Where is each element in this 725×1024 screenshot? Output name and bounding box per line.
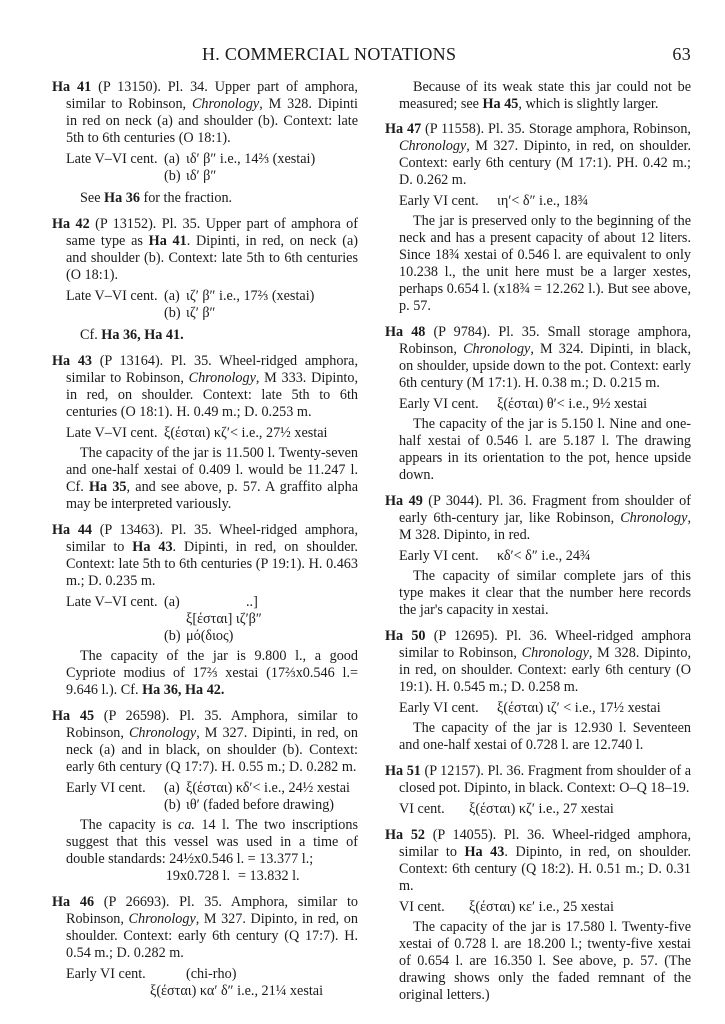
- entry-note: The capacity of the jar is 5.150 l. Nine and one-half xestai of 0.546 l. are 5.187 l. The drawing appears in its orientation to the pot, hence upside down.: [399, 416, 691, 483]
- entry-ha46: [52, 894, 358, 1000]
- entry-description: Ha 51 (P 12157). Pl. 36. Fragment from shoulder of a closed pot. Dipinto, in black. Context: O–Q 18–19.: [385, 763, 691, 796]
- left-column: [52, 79, 358, 1013]
- entry-ha49: [385, 493, 691, 619]
- entry-description: Ha 41 (P 13150). Pl. 34. Upper part of amphora, similar to Robinson, Chronology, M 328. Dipinti in red on neck (a) and shoulder (b). Context: late 5th to 6th centuries (O 18:1).: [52, 79, 358, 146]
- inscription: VI cent. ξ(έσται) κε′ i.e., 25 xestai: [399, 899, 614, 915]
- entry-note: The capacity of the jar is 12.930 l. Seventeen and one-half xestai of 0.728 l. are 12.740 l.: [399, 720, 691, 753]
- entry-ha47: [385, 121, 691, 315]
- equation-line: 19x0.728 l. = 13.832 l.: [165, 868, 300, 884]
- entry-description: Ha 48 (P 9784). Pl. 35. Small storage amphora, Robinson, Chronology, M 324. Dipinti, in black, on shoulder, upside down to the pot. Context: early 6th century (M 17:1). H. 0.38 m.; D. 0.215 m.: [385, 324, 691, 391]
- page-number: 63: [672, 44, 691, 64]
- inscription: Late V–VI cent. (a) ιζ′ β″ i.e., 17⅔ (xestai) (b) ιζ′ β″: [66, 288, 315, 321]
- entry-ha51: [385, 763, 691, 818]
- entry-ha52: [385, 827, 691, 1004]
- entry-ha48: [385, 324, 691, 484]
- entry-ha42: [52, 216, 358, 344]
- inscription: Late V–VI cent. ξ(έσται) κζ′< i.e., 27½ xestai: [66, 425, 328, 441]
- entry-note: The capacity of the jar is 11.500 l. Twenty-seven and one-half xestai of 0.409 l. would be 11.247 l. Cf. Ha 35, and see above, p. 57. A graffito alpha may be interpreted variously.: [66, 445, 358, 512]
- inscription: Early VI cent. ιη′< δ″ i.e., 18¾: [399, 193, 589, 209]
- entry-note: The jar is preserved only to the beginning of the neck and has a present capacity of about 12 liters. Since 18¾ xestai of 0.546 l. are equivalent to only 10.238 l., the unit here must be a larger xestes, perhaps 0.654 l. (x18¾ = 12.262 l.). But see above, p. 57.: [399, 213, 691, 314]
- inscription: Early VI cent. (chi-rho) ξ(έσται) κα′ δ″ i.e., 21¼ xestai: [66, 966, 324, 999]
- right-column: [385, 79, 691, 1013]
- entry-description: Ha 44 (P 13463). Pl. 35. Wheel-ridged amphora, similar to Ha 43. Dipinti, in red, on shoulder. Context: late 5th to 6th centuries (P 19:1). H. 0.463 m.; D. 0.235 m.: [52, 522, 358, 589]
- entry-ha44: [52, 522, 358, 699]
- entry-description: Ha 52 (P 14055). Pl. 36. Wheel-ridged amphora, similar to Ha 43. Dipinto, in red, on shoulder. Context: 6th century (Q 18:2). H. 0.51 m.; D. 0.31 m.: [385, 827, 691, 894]
- entry-note: The capacity of the jar is 17.580 l. Twenty-five xestai of 0.728 l. are 18.200 l.; twenty-five xestai of 0.654 l. are 16.350 l. See above, p. 57. (The drawing shows only the faded remnant of the original letters.): [399, 919, 691, 1003]
- entry-description: Ha 46 (P 26693). Pl. 35. Amphora, similar to Robinson, Chronology, M 327. Dipinto, in red, on shoulder. Context: early 6th century (Q 17:7). H. 0.54 m.; D. 0.282 m.: [52, 894, 358, 961]
- cross-reference: Cf. Ha 36, Ha 41.: [80, 327, 184, 343]
- entry-note: The capacity of the jar is 9.800 l., a good Cypriote modius of 17⅔ xestai (17⅔x0.546 l.= 9.646 l.). Cf. Ha 36, Ha 42.: [66, 648, 358, 698]
- entry-description: Ha 43 (P 13164). Pl. 35. Wheel-ridged amphora, similar to Robinson, Chronology, M 333. Dipinto, in red, on shoulder. Context: late 5th to 6th centuries (O 18:1). H. 0.49 m.; D. 0.253 m.: [52, 353, 358, 420]
- inscription: Late V–VI cent. (a) ..] ξ[έσται] ιζ′β″ (b) μό(διος): [66, 594, 262, 644]
- entry-ha43: [52, 353, 358, 513]
- inscription: VI cent. ξ(έσται) κζ′ i.e., 27 xestai: [399, 801, 614, 817]
- continued-note: Because of its weak state this jar could not be measured; see Ha 45, which is slightly larger.: [399, 79, 691, 112]
- inscription: Early VI cent. (a) ξ(έσται) κδ′< i.e., 24½ xestai (b) ιθ′ (faded before drawing): [66, 780, 350, 813]
- entry-description: Ha 47 (P 11558). Pl. 35. Storage amphora, Robinson, Chronology, M 327. Dipinto, in red, on shoulder. Context: early 6th century (M 17:1). PH. 0.42 m.; D. 0.262 m.: [385, 121, 691, 188]
- section-title: H. COMMERCIAL NOTATIONS: [202, 44, 457, 64]
- entry-ha50: [385, 628, 691, 754]
- columns: [52, 79, 691, 1013]
- running-head: [202, 44, 691, 65]
- inscription: Early VI cent. ξ(έσται) θ′< i.e., 9½ xestai: [399, 396, 648, 412]
- inscription: Early VI cent. κδ′< δ″ i.e., 24¾: [399, 548, 591, 564]
- inscription: Late V–VI cent. (a) ιδ′ β″ i.e., 14⅔ (xestai) (b) ιδ′ β″: [66, 151, 316, 184]
- entry-description: Ha 49 (P 3044). Pl. 36. Fragment from shoulder of early 6th-century jar, like Robinson, Chronology, M 328. Dipinto, in red.: [385, 493, 691, 543]
- entry-ha45: [52, 708, 358, 885]
- inscription: Early VI cent. ξ(έσται) ιζ′ < i.e., 17½ xestai: [399, 700, 661, 716]
- entry-ha41: [52, 79, 358, 207]
- entry-note: The capacity of similar complete jars of this type makes it clear that the number here records the jar's capacity in xestai.: [399, 568, 691, 618]
- entry-note: The capacity is ca. 14 l. The two inscriptions suggest that this vessel was used in a time of double standards: 24½x0.546 l. = 13.377 l.;: [66, 817, 359, 867]
- entry-description: Ha 50 (P 12695). Pl. 36. Wheel-ridged amphora similar to Robinson, Chronology, M 328. Dipinto, in red, on shoulder. Context: early 6th century (O 19:1). H. 0.545 m.; D. 0.258 m.: [385, 628, 691, 695]
- entry-description: Ha 42 (P 13152). Pl. 35. Upper part of amphora of same type as Ha 41. Dipinti, in red, on neck (a) and shoulder (b). Context: late 5th to 6th centuries (O 18:1).: [52, 216, 358, 283]
- entry-description: Ha 45 (P 26598). Pl. 35. Amphora, similar to Robinson, Chronology, M 327. Dipinti, in red, on neck (a) and in black, on shoulder (b). Context: early 6th century (Q 17:7). H. 0.55 m.; D. 0.282 m.: [52, 708, 358, 775]
- cross-reference: See Ha 36 for the fraction.: [80, 190, 233, 206]
